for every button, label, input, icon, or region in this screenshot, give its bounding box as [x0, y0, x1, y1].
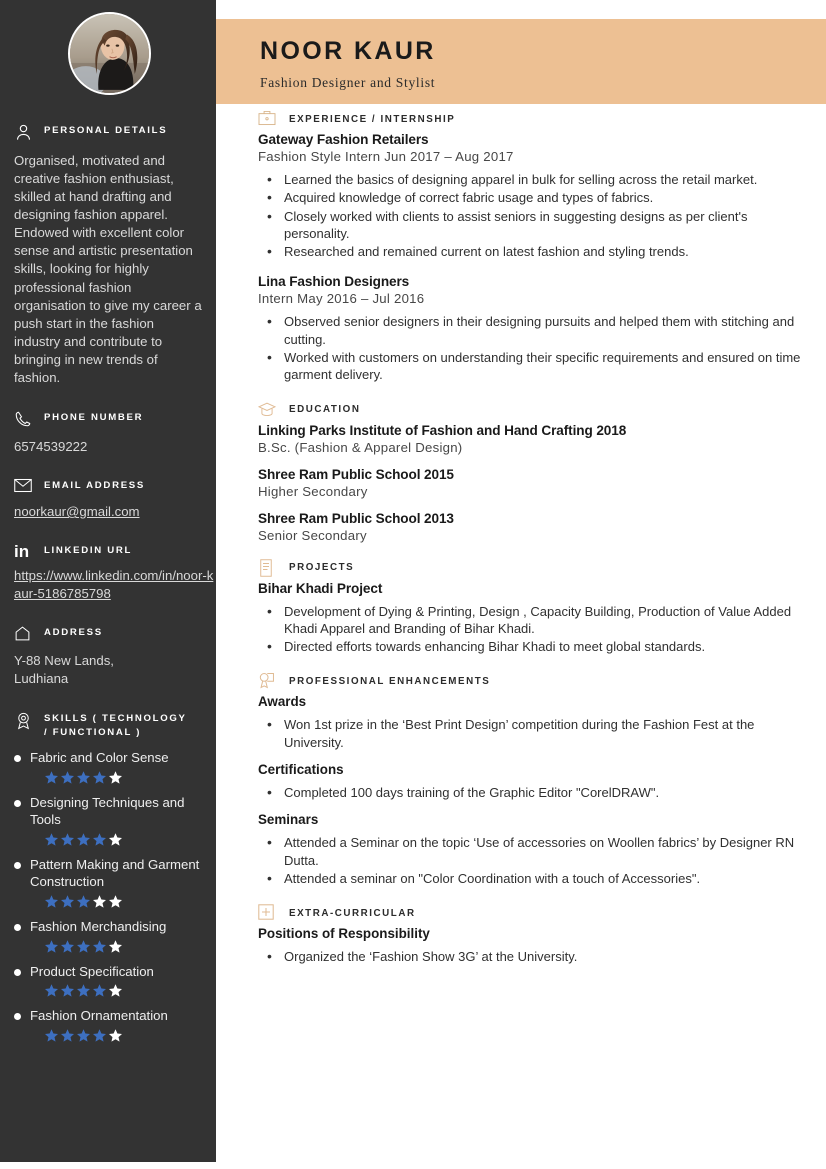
rating-star [60, 770, 75, 785]
entry-subtitle: Higher Secondary [258, 483, 368, 499]
sidebar-section-label: EMAIL ADDRESS [44, 480, 145, 492]
rating-star [108, 770, 123, 785]
bullet-item: • Development of Dying & Printing, Design , Capacity Building, Production of Value Added Khadi Apparel and Branding of Bihar Khadi. [258, 603, 803, 638]
rating-star [92, 939, 107, 954]
skill-item [14, 856, 202, 891]
sidebar-section-label: PHONE NUMBER [44, 412, 144, 424]
entry-title: Gateway Fashion Retailers [258, 132, 429, 147]
rating-star [76, 983, 91, 998]
bullet-item: • Organized the ‘Fashion Show 3G’ at the University. [258, 948, 803, 965]
bullet-item: • Attended a Seminar on the topic ‘Use of accessories on Woollen fabrics’ by Designer RN Dutta. [258, 834, 803, 869]
rating-star [76, 832, 91, 847]
rating-star [76, 770, 91, 785]
page-title: NOOR KAUR [260, 37, 436, 65]
bullet-dot-icon [14, 1013, 21, 1020]
skill-rating [44, 983, 202, 998]
experience-entries [258, 132, 803, 384]
bullet-item: • Acquired knowledge of correct fabric usage and types of fabrics. [258, 189, 803, 206]
bullet-item: • Observed senior designers in their designing pursuits and helped them with stitching and cutting. [258, 313, 803, 348]
sidebar-section-linkedin [14, 542, 202, 562]
sidebar-section-email [14, 477, 202, 498]
skill-rating [44, 894, 202, 909]
skills-label-line-1: SKILLS ( TECHNOLOGY [44, 713, 187, 725]
entry-subtitle: Senior Secondary [258, 527, 367, 543]
bullet-list [258, 171, 803, 260]
graduation-cap-icon [258, 401, 276, 419]
skill-item [14, 749, 202, 767]
bullet-dot-icon [14, 924, 21, 931]
entry-subtitle: Intern May 2016 – Jul 2016 [258, 291, 425, 307]
skill-item [14, 794, 202, 829]
email-link[interactable]: noorkaur@gmail.com [14, 504, 140, 520]
skill-rating [44, 770, 202, 785]
bullet-list [258, 784, 803, 801]
entry-title: Shree Ram Public School 2013 [258, 510, 454, 526]
rating-star [60, 1028, 75, 1043]
avatar [68, 12, 151, 95]
sidebar-section-label: ADDRESS [44, 627, 103, 639]
rating-star [92, 832, 107, 847]
skill-name: Pattern Making and Garment Construction [30, 856, 200, 890]
rating-star [92, 983, 107, 998]
user-icon [14, 122, 33, 147]
section-label: EXTRA-CURRICULAR [289, 907, 416, 919]
personal-details-text: Organised, motivated and creative fashion enthusiast, skilled at hand drafting and designing fashion apparel. Endowed with excellent color sense and artistic presentation skills, looking for highly professional fashion organisation to give my career a push start in the fashion industry and contribute to bringing in new trends of fashion. [14, 153, 202, 385]
rating-star [92, 1028, 107, 1043]
sidebar-section-personal-details [14, 122, 202, 147]
award-badge-icon [14, 710, 33, 735]
bullet-list [258, 716, 803, 751]
skill-rating [44, 939, 202, 954]
rating-star [76, 894, 91, 909]
rating-star [60, 939, 75, 954]
rating-star [44, 1028, 59, 1043]
header-band [216, 19, 826, 104]
entry [258, 132, 803, 260]
document-icon [258, 559, 276, 577]
subsection-title: Seminars [258, 812, 319, 828]
rating-star [108, 894, 123, 909]
section-label: EDUCATION [289, 404, 361, 416]
entry-title: Bihar Khadi Project [258, 580, 383, 596]
sidebar-section-address [14, 624, 202, 647]
rating-star [44, 983, 59, 998]
rating-star [60, 894, 75, 909]
skill-name: Fashion Ornamentation [30, 1008, 168, 1024]
section-header-education [258, 401, 803, 419]
linkedin-icon: in [14, 542, 30, 562]
home-icon [14, 624, 33, 647]
section-header-extra-curricular [258, 904, 803, 922]
rating-star [92, 770, 107, 785]
education-entries [258, 423, 803, 543]
bullet-list [258, 313, 803, 383]
skill-item [14, 963, 202, 981]
bullet-item: • Closely worked with clients to assist seniors in suggesting designs as per client's personality. [258, 208, 803, 243]
skill-rating [44, 1028, 202, 1043]
sidebar-section-skills [14, 710, 202, 740]
skill-item [14, 918, 202, 936]
skill-item [14, 1007, 202, 1025]
address-line-1: Y-88 New Lands, [14, 653, 114, 669]
bullet-item: • Learned the basics of designing apparel in bulk for selling across the retail market. [258, 171, 803, 188]
bullet-item: • Worked with customers on understanding their specific requirements and ensured on time garment delivery. [258, 349, 803, 384]
entry-subtitle: Fashion Style Intern Jun 2017 – Aug 2017 [258, 149, 514, 164]
rating-star [108, 1028, 123, 1043]
plus-box-icon [258, 904, 276, 922]
address-line-2: Ludhiana [14, 671, 69, 687]
subsection-title: Positions of Responsibility [258, 926, 430, 942]
section-label: PROFESSIONAL ENHANCEMENTS [289, 675, 491, 687]
rating-star [108, 939, 123, 954]
sidebar-section-label [44, 710, 187, 740]
main-content [258, 110, 803, 966]
skills-list [14, 749, 202, 1042]
sidebar-section-phone [14, 409, 202, 433]
skill-name: Fabric and Color Sense [30, 750, 169, 766]
bullet-list [258, 834, 803, 887]
entry [258, 581, 803, 656]
skill-rating [44, 832, 202, 847]
entry [258, 511, 803, 543]
professional-enhancement-groups [258, 694, 803, 887]
profile-photo [70, 14, 149, 93]
bullet-dot-icon [14, 800, 21, 807]
entry [258, 274, 803, 383]
entry-title: Shree Ram Public School 2015 [258, 466, 454, 482]
subsection-title: Certifications [258, 761, 344, 777]
skill-name: Designing Techniques and Tools [30, 794, 185, 828]
subsection-title: Awards [258, 694, 307, 710]
entry-title: Linking Parks Institute of Fashion and Hand Crafting 2018 [258, 422, 627, 438]
linkedin-link[interactable]: https://www.linkedin.com/in/noor-kaur-5186785798 [14, 568, 214, 602]
skill-name: Product Specification [30, 963, 154, 979]
skill-name: Fashion Merchandising [30, 919, 167, 935]
section-label: EXPERIENCE / INTERNSHIP [289, 113, 456, 125]
rating-star [108, 983, 123, 998]
entry [258, 467, 803, 499]
phone-value: 6574539222 [14, 439, 88, 455]
bullet-list [258, 603, 803, 656]
entry-subtitle: B.Sc. (Fashion & Apparel Design) [258, 439, 463, 455]
rating-star [44, 770, 59, 785]
section-header-projects [258, 559, 803, 577]
skills-label-line-2: / FUNCTIONAL ) [44, 727, 142, 739]
project-entries [258, 581, 803, 656]
phone-icon [14, 409, 33, 433]
extra-curricular-groups [258, 926, 803, 965]
bullet-item: • Researched and remained current on latest fashion and styling trends. [258, 243, 803, 260]
briefcase-icon [258, 110, 276, 128]
rating-star [44, 832, 59, 847]
bullet-dot-icon [14, 969, 21, 976]
bullet-item: • Attended a seminar on "Color Coordination with a touch of Accessories". [258, 870, 803, 887]
section-header-professional-enhancements [258, 672, 803, 690]
rating-star [92, 894, 107, 909]
bullet-item: • Won 1st prize in the ‘Best Print Design’ competition during the Fashion Fest at the University. [258, 716, 803, 751]
rating-star [60, 832, 75, 847]
rating-star [44, 939, 59, 954]
sidebar-section-label: LINKEDIN URL [44, 545, 133, 557]
sidebar [0, 0, 216, 1162]
rating-star [76, 1028, 91, 1043]
sidebar-section-label: PERSONAL DETAILS [44, 125, 168, 136]
bullet-item: • Completed 100 days training of the Graphic Editor "CorelDRAW". [258, 784, 803, 801]
bullet-list [258, 948, 803, 965]
rating-star [60, 983, 75, 998]
bullet-item: • Directed efforts towards enhancing Bihar Khadi to meet global standards. [258, 638, 803, 655]
entry [258, 423, 803, 455]
rating-star [44, 894, 59, 909]
rating-star [76, 939, 91, 954]
ribbon-icon [258, 672, 276, 690]
entry-title: Lina Fashion Designers [258, 274, 410, 290]
section-header-experience [258, 110, 803, 128]
bullet-dot-icon [14, 862, 21, 869]
section-label: PROJECTS [289, 562, 355, 574]
bullet-dot-icon [14, 755, 21, 762]
job-title: Fashion Designer and Stylist [260, 75, 436, 90]
envelope-icon [14, 477, 33, 498]
rating-star [108, 832, 123, 847]
